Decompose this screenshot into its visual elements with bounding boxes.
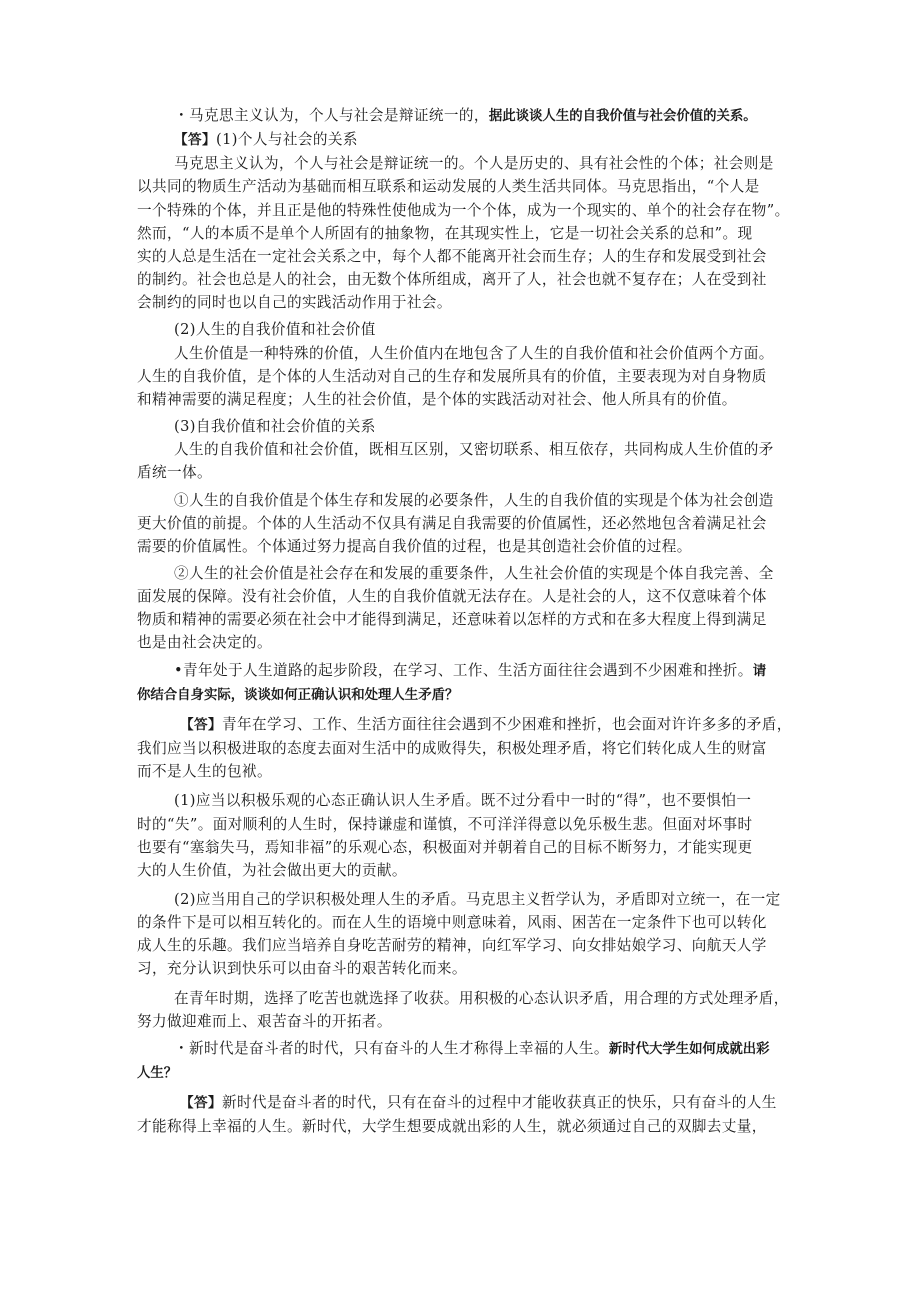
- paragraph-line: 物质和精神的需要必须在社会中才能得到满足，还意味着以怎样的方式和在多大程度上得到满足: [137, 611, 767, 629]
- paragraph-line: 而不是人生的包袱。: [137, 763, 272, 781]
- paragraph-line: ①人生的自我价值是个体生存和发展的必要条件，人生的自我价值的实现是个体为社会创造: [174, 491, 774, 509]
- question-2-text: •青年处于人生道路的起步阶段，在学习、工作、生活方面往往会遇到不少困难和挫折。: [174, 661, 753, 679]
- paragraph-line: 盾统一体。: [137, 464, 212, 482]
- paragraph-line: (2)应当用自己的学识积极处理人生的矛盾。马克思主义哲学认为，矛盾即对立统一，在一定: [174, 891, 781, 908]
- question-2: •青年处于人生道路的起步阶段，在学习、工作、生活方面往往会遇到不少困难和挫折。请: [174, 661, 767, 679]
- paragraph-line: 大的人生价值，为社会做出更大的贡献。: [137, 861, 407, 879]
- question-3-line-2: 人生？: [137, 1066, 178, 1082]
- question-3: ・新时代是奋斗者的时代，只有奋斗的人生才称得上幸福的人生。新时代大学生如何成就出彩: [174, 1039, 770, 1057]
- answer-tag: 【答】: [180, 716, 222, 733]
- paragraph-line: 更大价值的前提。个体的人生活动不仅具有满足自我需要的价值属性，还必然地包含着满足社会: [137, 514, 767, 532]
- paragraph-line: ②人生的社会价值是社会存在和发展的重要条件，人生社会价值的实现是个体自我完善、全: [174, 564, 774, 582]
- paragraph-line: 实的人总是生活在一定社会关系之中，每个人都不能离开社会而生存；人的生存和发展受到社会: [137, 247, 767, 265]
- paragraph-line: 以共同的物质生产活动为基础而相互联系和运动发展的人类生活共同体。马克思指出，“个人是: [137, 178, 760, 196]
- paragraph-line: 习，充分认识到快乐可以由奋斗的艰苦转化而来。: [137, 960, 467, 978]
- paragraph-line: 的条件下是可以相互转化的。而在人生的语境中则意味着，风雨、困苦在一定条件下也可以转化: [137, 914, 767, 932]
- answer-3-line: 【答】新时代是奋斗者的时代，只有在奋斗的过程中才能收获真正的快乐，只有奋斗的人生: [180, 1094, 777, 1112]
- paragraph-line: 才能称得上幸福的人生。新时代，大学生想要成就出彩的人生，就必须通过自己的双脚去丈量，: [137, 1118, 767, 1136]
- paragraph-line: 人生的自我价值，是个体的人生活动对自己的生存和发展所具有的价值，主要表现为对自身物质: [137, 367, 767, 385]
- paragraph-line: 时的“失”。面对顺利的人生时，保持谦虚和谨慎，不可洋洋得意以免乐极生悲。但面对坏事时: [137, 815, 753, 833]
- paragraph-line: 人生价值是一种特殊的价值，人生价值内在地包含了人生的自我价值和社会价值两个方面。: [174, 344, 774, 362]
- paragraph-line: 成人生的乐趣。我们应当培养自身吃苦耐劳的精神，向红军学习、向女排姑娘学习、向航天人学: [137, 937, 767, 955]
- paragraph-line: 然而，“人的本质不是单个人所固有的抽象物，在其现实性上，它是一切社会关系的总和”。现: [137, 224, 753, 242]
- question-1-emphasis: 据此谈谈人生的自我价值与社会价值的关系。: [488, 109, 757, 124]
- question-2-line-2: 你结合自身实际，谈谈如何正确认识和处理人生矛盾？: [137, 687, 459, 703]
- question-1: [137, 104, 787, 128]
- answer-1-heading-2: (2)人生的自我价值和社会价值: [174, 321, 376, 339]
- paragraph-line: 和精神需要的满足程度；人生的社会价值，是个体的实践活动对社会、他人所具有的价值。: [137, 390, 737, 408]
- paragraph-line: 马克思主义认为，个人与社会是辩证统一的。个人是历史的、具有社会性的个体；社会则是: [174, 155, 774, 173]
- paragraph-line: (1)应当以积极乐观的心态正确认识人生矛盾。既不过分看中一时的“得”，也不要惧怕一: [174, 792, 752, 810]
- paragraph-line: 也要有“塞翁失马，焉知非福”的乐观心态，积极面对并朝着自己的目标不断努力，才能实现更: [137, 838, 753, 856]
- question-1-text: ・马克思主义认为，个人与社会是辩证统一的，: [174, 107, 489, 124]
- paragraph-line: 在青年时期，选择了吃苦也就选择了收获。用积极的心态认识矛盾，用合理的方式处理矛盾，: [174, 989, 789, 1007]
- paragraph-line: 我们应当以积极进取的态度去面对生活中的成败得失，积极处理矛盾，将它们转化成人生的财富: [137, 740, 767, 758]
- paragraph-line: 也是由社会决定的。: [137, 634, 272, 652]
- answer-tag: 【答】: [180, 1095, 222, 1112]
- paragraph-line: 的制约。社会也总是人的社会，由无数个体所组成，离开了人，社会也就不复存在；人在受到社: [137, 271, 767, 289]
- paragraph-line: 一个特殊的个体，并且正是他的特殊性使他成为一个个体，成为一个现实的、单个的社会存在物”。: [137, 201, 790, 219]
- answer-1-heading-3: (3)自我价值和社会价值的关系: [174, 418, 376, 436]
- paragraph-line: 会制约的同时也以自己的实践活动作用于社会。: [137, 294, 452, 312]
- answer-1-heading-1: 【答】(1)个人与社会的关系: [174, 131, 358, 149]
- paragraph-line: 努力做迎难而上、艰苦奋斗的开拓者。: [137, 1012, 392, 1030]
- paragraph-line: 面发展的保障。没有社会价值，人生的自我价值就无法存在。人是社会的人，这不仅意味着个体: [137, 588, 767, 606]
- answer-tag: 【答】: [174, 132, 216, 149]
- paragraph-line: 人生的自我价值和社会价值，既相互区别，又密切联系、相互依存，共同构成人生价值的矛: [174, 441, 774, 459]
- answer-2-intro: 【答】青年在学习、工作、生活方面往往会遇到不少困难和挫折，也会面对许许多多的矛盾，: [180, 715, 792, 733]
- question-3-text: ・新时代是奋斗者的时代，只有奋斗的人生才称得上幸福的人生。: [174, 1039, 609, 1057]
- document-page: [137, 104, 792, 1139]
- paragraph-line: 需要的价值属性。个体通过努力提高自我价值的过程，也是其创造社会价值的过程。: [137, 537, 692, 555]
